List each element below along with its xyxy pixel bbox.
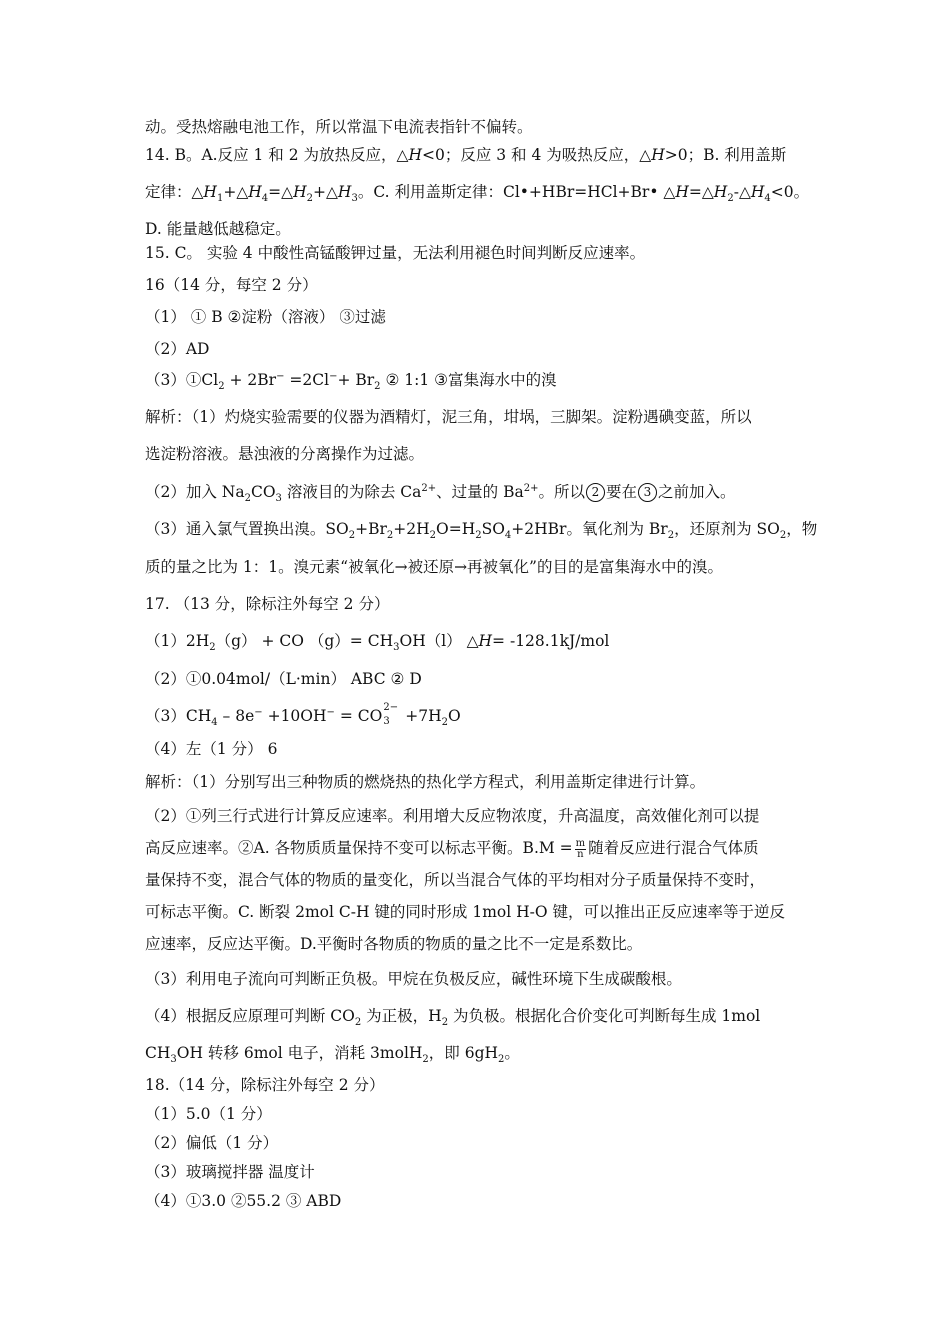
question-16-header: 16（14 分，每空 2 分） xyxy=(145,276,318,294)
answer-18-2: （2）偏低（1 分） xyxy=(145,1134,279,1152)
text-line: 量保持不变，混合气体的物质的量变化，所以当混合气体的平均相对分子质量保持不变时， xyxy=(145,871,766,889)
explanation-16-3: （3）通入氯气置换出溴。$SO_2+Br_2+2H_2O=H_2SO_4+2HBr$。氧化剂为 $Br_2$，还原剂为 $SO_2$，物 xyxy=(145,520,818,542)
explanation-17-1: 解析：（1）分别写出三种物质的燃烧热的热化学方程式，利用盖斯定律进行计算。 xyxy=(145,773,706,791)
explanation-17-3: （3）利用电子流向可判断正负极。甲烷在负极反应，碱性环境下生成碳酸根。 xyxy=(145,970,682,988)
text-line: 应速率，反应达平衡。D.平衡时各物质的物质的量之比不一定是系数比。 xyxy=(145,935,643,953)
answer-18-4: （4）①3.0 ②55.2 ③ ABD xyxy=(145,1192,342,1210)
text-line: 动。受热熔融电池工作，所以常温下电流表指针不偏转。 xyxy=(145,118,533,136)
fraction-m-over-n: $\frac{m}{n}$ xyxy=(575,837,586,860)
circled-number: 2 xyxy=(586,483,605,502)
explanation-17-2: （2）①列三行式进行计算反应速率。利用增大反应物浓度，升高温度，高效催化剂可以提 xyxy=(145,807,760,825)
answer-16-3: $(3)①Cl_2 + 2Br^- =2Cl^-+ Br_2$ ② 1:1 ③富集海水中的溴 xyxy=(145,370,557,393)
answer-17-1: $(1)2H_2(g)$ + CO $(g)= CH_3OH(l)$ △H= -128.1kJ/mol xyxy=(145,632,610,654)
text-line: 可标志平衡。C. 断裂 2mol C-H 键的同时形成 1mol H-O 键，可以推出正反应速率等于逆反 xyxy=(145,903,785,921)
answer-18-3: （3）玻璃搅拌器 温度计 xyxy=(145,1163,315,1181)
answer-17-3: $(3)CH_4 - 8e^- +10OH^-$ = CO 2− 3 $+7H_2O$ xyxy=(145,702,461,729)
text-line: D. 能量越低越稳定。 xyxy=(145,220,291,238)
text-line: 高反应速率。②A. 各物质质量保持不变可以标志平衡。B.M = $\frac{m}{n}$ 随着反应进行混合气体质 xyxy=(145,837,759,860)
circled-number: 3 xyxy=(638,483,657,502)
answer-18-1: （1）5.0（1 分） xyxy=(145,1105,272,1123)
answer-17-4: （4）左（1 分） 6 xyxy=(145,740,278,758)
text-line: 选淀粉溶液。悬浊液的分离操作为过滤。 xyxy=(145,445,425,463)
answer-15: 15. C。 实验 4 中酸性高锰酸钾过量，无法利用褪色时间判断反应速率。 xyxy=(145,244,646,262)
answer-17-2: （2）①0.04mol/（L·min） ABC ② D xyxy=(145,670,422,688)
text-line: $CH_3OH$ 转移 6mol 电子，消耗 3molH$_2$，即 $6gH_2$。 xyxy=(145,1044,520,1066)
answer-14: 14. B。A.反应 1 和 2 为放热反应，△H<0；反应 3 和 4 为吸热反应，△H>0；B. 利用盖斯 xyxy=(145,146,787,164)
question-17-header: 17. （13 分，除标注外每空 2 分） xyxy=(145,595,390,613)
answer-16-1: （1） ① B ②淀粉（溶液） ③过滤 xyxy=(145,308,386,326)
explanation-17-4: （4）根据反应原理可判断 $CO_2$ 为正极，$H_2$ 为负极。根据化合价变化可判断每生成 1mol xyxy=(145,1007,761,1029)
text-line: 质的量之比为 1：1。溴元素“被氧化→被还原→再被氧化”的目的是富集海水中的溴。 xyxy=(145,558,723,576)
explanation-16-2: （2）加入 $Na_2CO_3$ 溶液目的为除去 $Ca^{2+}$、过量的 $Ba^{2+}$。所以 2 要在 3 之前加入。 xyxy=(145,482,736,505)
answer-14-line2: 定律：$\triangle H_1+\triangle H_4=\triangle H_2+\triangle H_3$。C. 利用盖斯定律：Cl•+HBr=HCl+Br• $\triangle H=\triangle H_2-\triangle H_4<0$。 xyxy=(145,183,810,205)
question-18-header: 18.（14 分，除标注外每空 2 分） xyxy=(145,1076,385,1094)
explanation-16-1: 解析：（1）灼烧实验需要的仪器为酒精灯，泥三角，坩埚，三脚架。淀粉遇碘变蓝，所以 xyxy=(145,408,752,426)
answer-16-2: （2）AD xyxy=(145,340,210,358)
